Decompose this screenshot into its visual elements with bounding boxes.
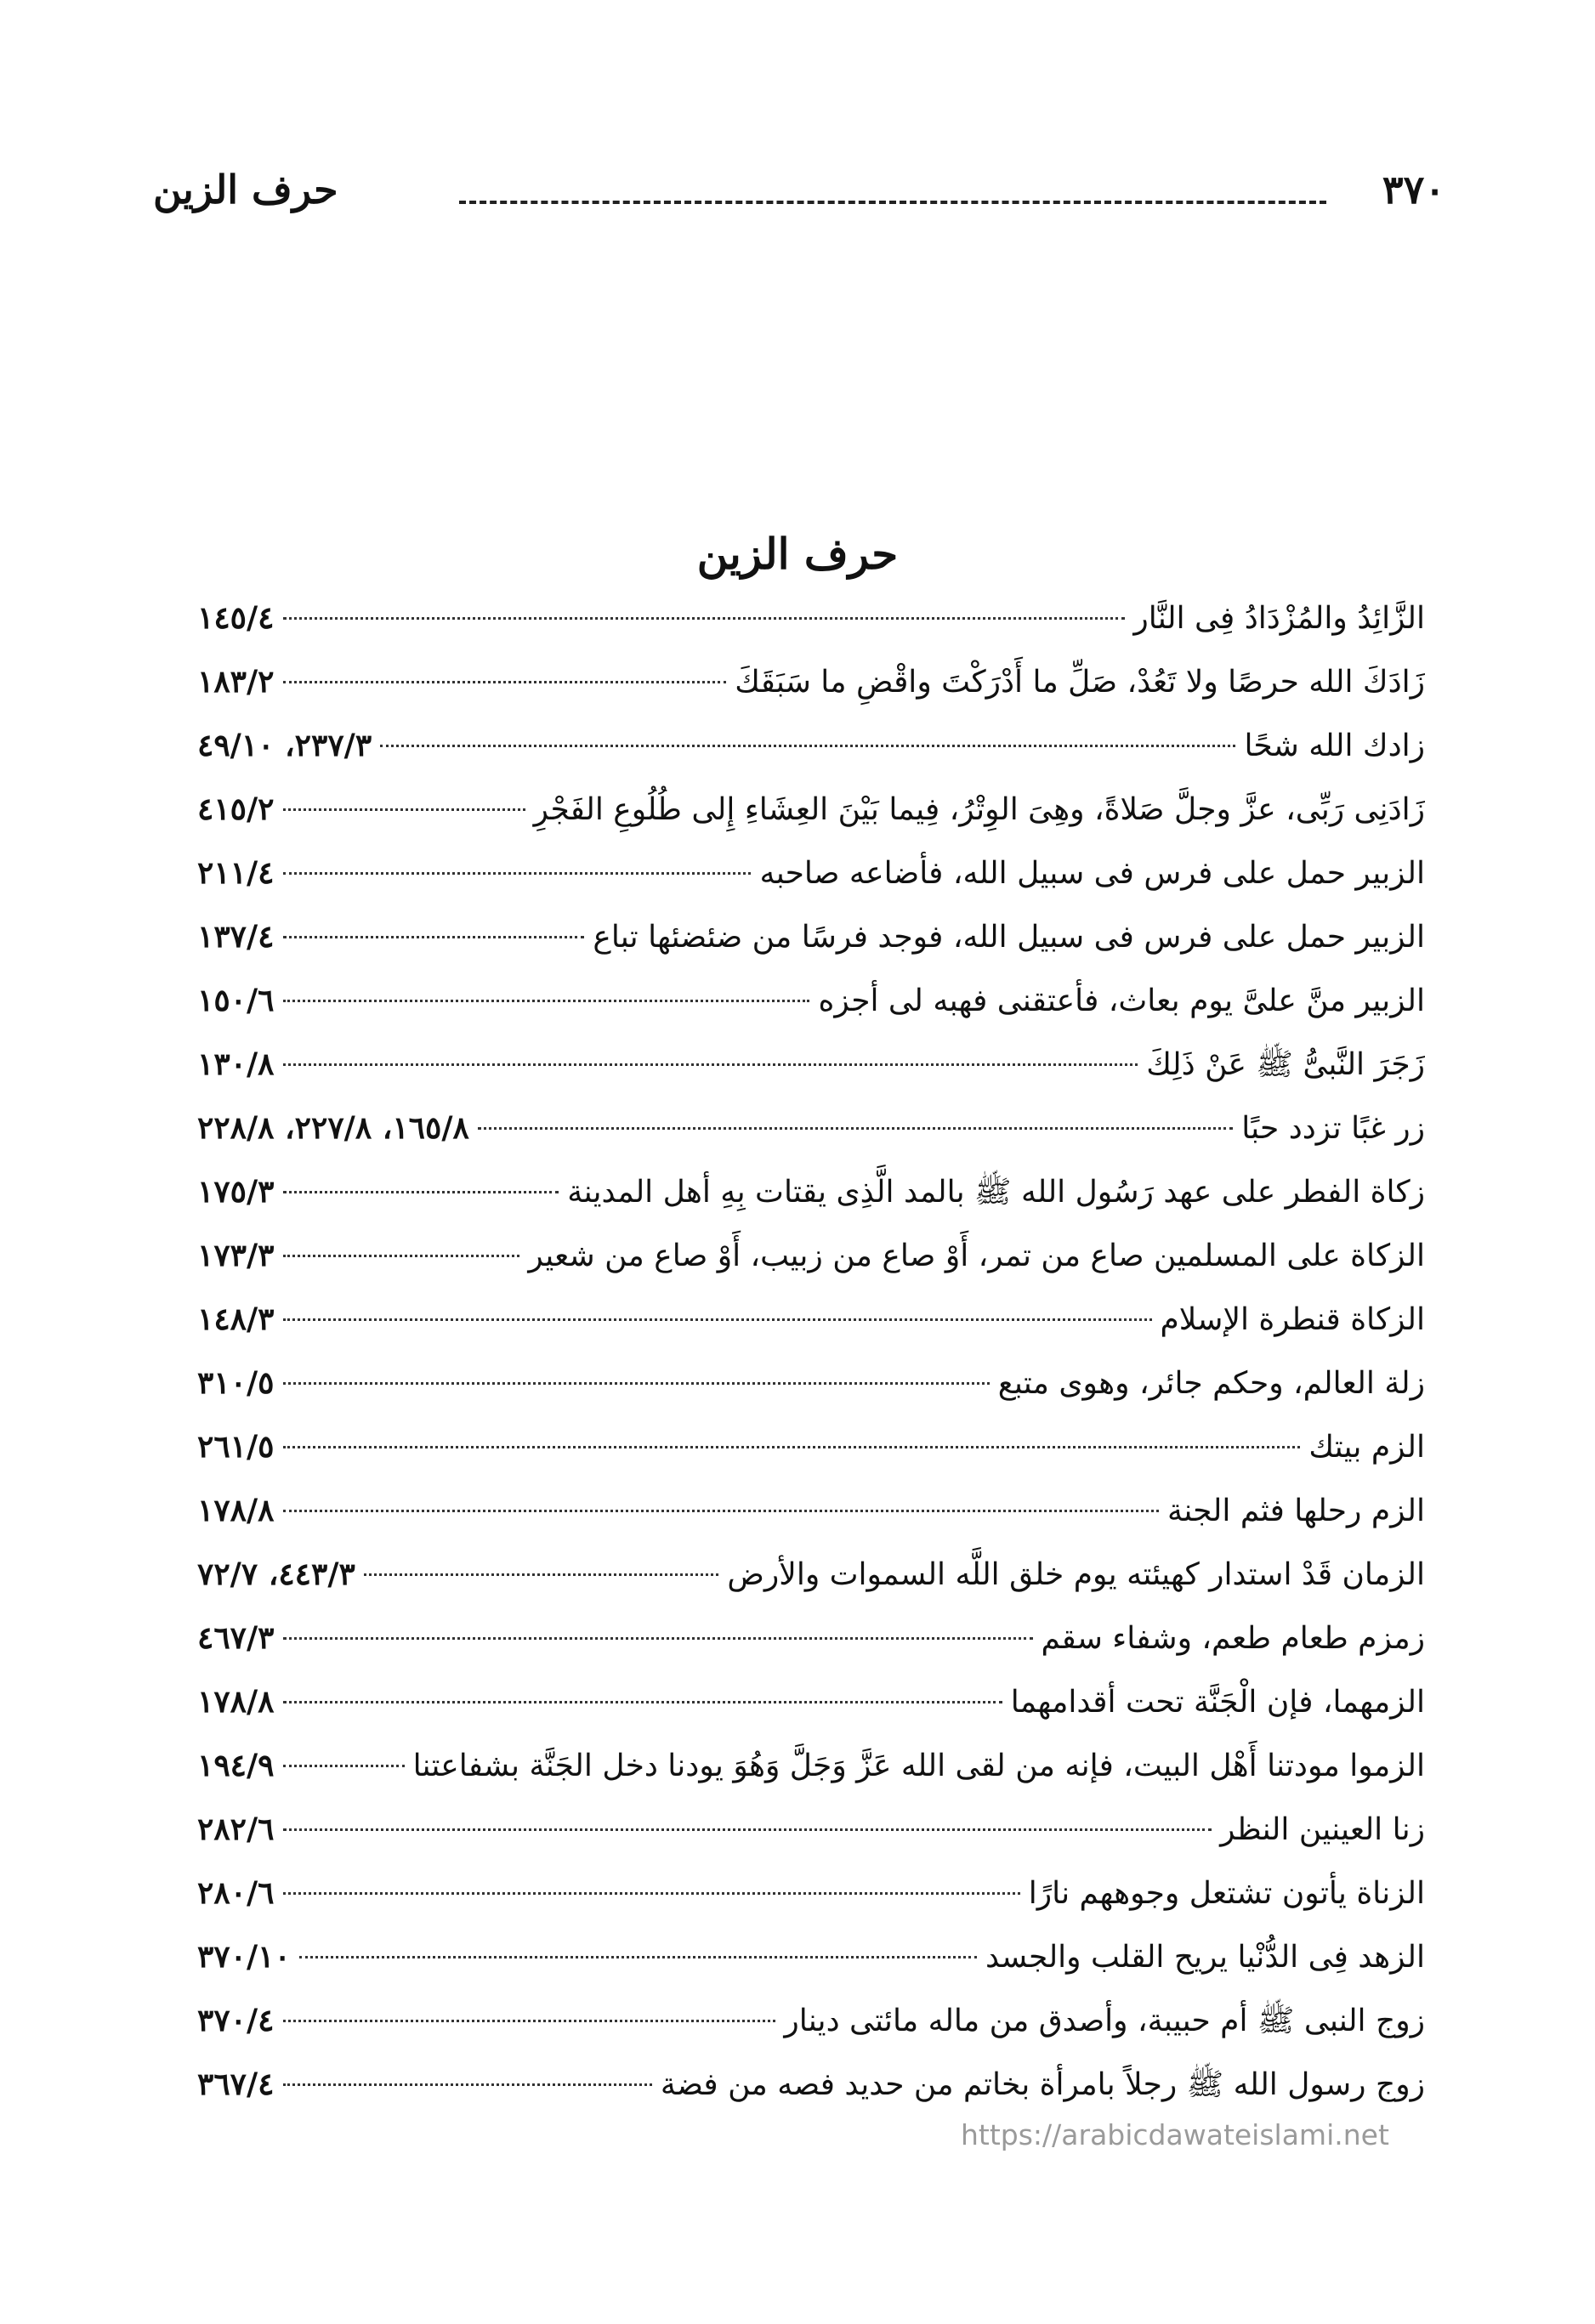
entry-reference: ١٨٣/٢ <box>197 664 275 700</box>
entry-reference: ٢١١/٤ <box>197 855 275 891</box>
entry-reference: ٢٣٧/٣، ٤٩/١٠ <box>197 728 372 763</box>
entry-text: زَجَرَ النَّبىُّ ﷺ عَنْ ذَلِكَ <box>1146 1047 1425 1082</box>
dot-leader <box>283 681 727 683</box>
entry-reference: ١٤٨/٣ <box>197 1301 275 1337</box>
dot-leader <box>283 1446 1301 1448</box>
dot-leader <box>283 808 525 811</box>
dot-leader <box>283 1637 1033 1640</box>
entry-text: الزم رحلها فثم الجنة <box>1167 1494 1425 1528</box>
entry-reference: ٤١٥/٢ <box>197 791 275 827</box>
dot-leader <box>283 2083 652 2086</box>
entry-text: زادك الله شحًا <box>1244 728 1425 763</box>
entry-text: الزموا مودتنا أَهْل البيت، فإنه من لقى الله عَزَّ وَجَلَّ وَهُوَ يودنا دخل الجَنَّة بشفاعتنا <box>412 1749 1425 1783</box>
entry-text: الزبير حمل على فرس فى سبيل الله، فأضاعه صاحبه <box>759 856 1425 891</box>
index-entry <box>197 905 1425 969</box>
entry-reference: ١٥٠/٦ <box>197 983 275 1018</box>
entry-reference: ٢٦١/٥ <box>197 1429 275 1465</box>
entry-reference: ١٩٤/٩ <box>197 1748 275 1783</box>
index-entry <box>197 1224 1425 1288</box>
entry-text: زنا العينين النظر <box>1220 1812 1425 1847</box>
dot-leader <box>283 617 1126 620</box>
index-entry <box>197 650 1425 714</box>
index-entry <box>197 842 1425 905</box>
dot-leader <box>283 1892 1020 1895</box>
dot-leader <box>283 1510 1160 1512</box>
index-entry <box>197 1670 1425 1734</box>
entry-reference: ١٣٧/٤ <box>197 919 275 955</box>
entry-text: زَادَكَ الله حرصًا ولا تَعُدْ، صَلِّ ما أَدْرَكْتَ واقْضِ ما سَبَقَكَ <box>735 665 1425 700</box>
entry-text: الزبير منَّ علىَّ يوم بعاث، فأعتقنى فهبه لى أجزه <box>818 983 1425 1018</box>
index-entry <box>197 1160 1425 1224</box>
entry-text: الزمان قَدْ استدار كهيئته يوم خلق اللَّه السموات والأرض <box>727 1557 1425 1592</box>
entry-reference: ٤٦٧/٣ <box>197 1620 275 1656</box>
entry-text: زمزم طعام طعم، وشفاء سقم <box>1041 1621 1425 1656</box>
entry-reference: ١٧٨/٨ <box>197 1684 275 1720</box>
index-entry <box>197 1479 1425 1543</box>
index-entry <box>197 1607 1425 1670</box>
index-entry <box>197 1734 1425 1798</box>
dot-leader <box>283 1765 405 1767</box>
dot-leader <box>299 1956 977 1958</box>
page-number: ٣٧٠ <box>1382 167 1445 213</box>
entry-text: الزناة يأتون تشتعل وجوههم نارًا <box>1028 1876 1425 1911</box>
dot-leader <box>283 1255 520 1257</box>
index-entry <box>197 1288 1425 1352</box>
index-entry <box>197 1798 1425 1862</box>
running-title: حرف الزين <box>153 167 338 213</box>
index-entry <box>197 778 1425 842</box>
index-entry <box>197 587 1425 650</box>
dot-leader <box>283 1318 1152 1321</box>
dot-leader <box>478 1127 1233 1130</box>
entry-text: زلة العالم، وحكم جائر، وهوى متبع <box>997 1366 1425 1401</box>
dot-leader <box>283 1828 1212 1831</box>
watermark-url: https://arabicdawateislami.net <box>961 2118 1389 2151</box>
dot-leader <box>283 1191 559 1193</box>
header-divider <box>459 201 1326 204</box>
entry-text: الزَّائِدُ والمُزْدَادُ فِى النَّار <box>1133 601 1425 636</box>
entry-reference: ٢٨٢/٦ <box>197 1811 275 1847</box>
dot-leader <box>380 745 1235 747</box>
dot-leader <box>283 936 585 938</box>
dot-leader <box>283 1701 1002 1703</box>
entry-text: الزم بيتك <box>1308 1430 1425 1465</box>
index-entry <box>197 1989 1425 2053</box>
dot-leader <box>283 2020 776 2022</box>
index-entry <box>197 2053 1425 2117</box>
index-entry <box>197 969 1425 1033</box>
dot-leader <box>283 1063 1138 1066</box>
entry-text: الزهد فِى الدُّنْيا يريح القلب والجسد <box>985 1940 1425 1975</box>
entry-reference: ٣١٠/٥ <box>197 1365 275 1401</box>
index-list <box>197 587 1425 2117</box>
dot-leader <box>283 1000 810 1002</box>
entry-reference: ١٣٠/٨ <box>197 1046 275 1082</box>
dot-leader <box>283 872 752 875</box>
entry-text: الزبير حمل على فرس فى سبيل الله، فوجد فرسًا من ضئضئها تباع <box>593 920 1425 955</box>
entry-reference: ٢٨٠/٦ <box>197 1875 275 1911</box>
dot-leader <box>364 1573 719 1576</box>
index-entry <box>197 1862 1425 1925</box>
entry-reference: ٣٧٠/٤ <box>197 2003 275 2038</box>
entry-reference: ٣٧٠/١٠ <box>197 1939 291 1975</box>
entry-text: زكاة الفطر على عهد رَسُول الله ﷺ بالمد الَّذِى يقتات بِهِ أهل المدينة <box>567 1175 1425 1210</box>
running-header <box>153 167 1445 226</box>
entry-reference: ٤٤٣/٣، ٧٢/٧ <box>197 1556 355 1592</box>
entry-reference: ١٧٣/٣ <box>197 1238 275 1273</box>
entry-text: الزكاة على المسلمين صاع من تمر، أَوْ صاع من زبيب، أَوْ صاع من شعير <box>528 1239 1425 1273</box>
entry-text: زوج النبى ﷺ أم حبيبة، وأصدق من ماله مائتى دينار <box>784 2004 1425 2038</box>
index-entry <box>197 1543 1425 1607</box>
index-entry <box>197 1415 1425 1479</box>
entry-reference: ١٤٥/٤ <box>197 600 275 636</box>
entry-text: زر غبًا تزدد حبًا <box>1241 1111 1425 1146</box>
entry-reference: ١٧٨/٨ <box>197 1493 275 1528</box>
entry-text: الزكاة قنطرة الإسلام <box>1160 1302 1425 1337</box>
entry-text: الزمهما، فإن الْجَنَّة تحت أقدامهما <box>1010 1685 1425 1720</box>
index-entry <box>197 1925 1425 1989</box>
entry-reference: ٣٦٧/٤ <box>197 2066 275 2102</box>
section-title: حرف الزين <box>696 529 899 579</box>
index-entry <box>197 1097 1425 1160</box>
entry-text: زَادَنِى رَبِّى، عزَّ وجلَّ صَلاةً، وهِىَ الوِتْرُ، فِيما بَيْنَ العِشَاءِ إِلى طُلُوعِ الفَجْرِ <box>533 792 1425 827</box>
dot-leader <box>283 1382 990 1385</box>
index-entry <box>197 1352 1425 1415</box>
index-entry <box>197 1033 1425 1097</box>
entry-reference: ١٦٥/٨، ٢٢٧/٨، ٢٢٨/٨ <box>197 1110 469 1146</box>
index-entry <box>197 714 1425 778</box>
entry-reference: ١٧٥/٣ <box>197 1174 275 1210</box>
entry-text: زوج رسول الله ﷺ رجلاً بامرأة بخاتم من حديد فصه من فضة <box>660 2067 1425 2102</box>
